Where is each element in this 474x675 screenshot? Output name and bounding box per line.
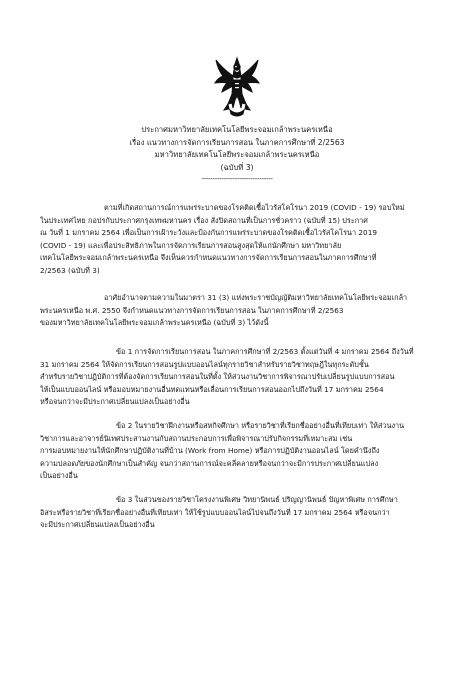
paragraph-line: ตามที่เกิดสถานการณ์การแพร่ระบาดของโรคติดเชื้อไวรัสโคโรนา 2019 (COVID - 19) รอบใหม่ (104, 203, 405, 212)
announcement-header (0, 124, 474, 184)
paragraph-line: ความปลอดภัยของนักศึกษาเป็นสำคัญ จนกว่าสถานการณ์จะคลี่คลายหรือจนกว่าจะมีการประกาศเปลี่ยนแปลง (40, 458, 379, 468)
header-line-subject: เรื่อง แนวทางการจัดการเรียนการสอน ในภาคการศึกษาที่ 2/2563 (129, 137, 345, 147)
paragraph-line: ข้อ 2 ในรายวิชาฝึกงานหรือสหกิจศึกษา หรือรายวิชาที่เรียกชื่ออย่างอื่นที่เทียบเท่า ให้ส่วนงาน (116, 421, 405, 430)
paragraph-line: ณ วันที่ 1 มกราคม 2564 เพื่อเป็นการเฝ้าระวังและป้องกันการแพร่ระบาดของโรคติดเชื้อไวรัสโคโรนา 2019 (40, 228, 377, 238)
paragraph-line: 2/2563 (ฉบับที่ 3) (40, 265, 100, 275)
paragraph-line: เทคโนโลยีพระจอมเกล้าพระนครเหนือ จึงเห็นควรกำหนดแนวทางการจัดการเรียนการสอนในภาคการศึกษาที่ (40, 253, 377, 263)
paragraph-line: จะมีประกาศเปลี่ยนแปลงเป็นอย่างอื่น (40, 520, 155, 530)
paragraph-line: 31 มกราคม 2564 ให้จัดการเรียนการสอนรูปแบบออนไลน์ทุกรายวิชาสำหรับรายวิชาทฤษฎีในทุกระดับชั้น (40, 359, 369, 369)
paragraph-line: ของมหาวิทยาลัยเทคโนโลยีพระจอมเกล้าพระนครเหนือ (ฉบับที่ 3) ไว้ดังนี้ (40, 318, 269, 328)
header-line-university: ประกาศมหาวิทยาลัยเทคโนโลยีพระจอมเกล้าพระนครเหนือ (141, 125, 333, 134)
paragraph-background (40, 202, 434, 278)
paragraph-line: ข้อ 3 ในส่วนของรายวิชาโครงงานพิเศษ วิทยานิพนธ์ ปริญญานิพนธ์ ปัญหาพิเศษ การศึกษา (116, 495, 398, 504)
paragraph-line: ให้เป็นแบบออนไลน์ หรือมอบหมายงานอื่นทดแทนหรือเลื่อนการเรียนการสอนออกไปถึงวันที่ 17 มกราคม 2564 (40, 384, 384, 394)
paragraph-clause-2 (40, 420, 434, 483)
paragraph-authority (40, 292, 434, 330)
paragraph-line: ข้อ 1 การจัดการเรียนการสอน ในภาคการศึกษาที่ 2/2563 ตั้งแต่วันที่ 4 มกราคม 2564 ถึงวันที่ (116, 347, 414, 356)
paragraph-line: เป็นอย่างอื่น (40, 471, 78, 481)
header-line-issuer: มหาวิทยาลัยเทคโนโลยีพระจอมเกล้าพระนครเหนือ (154, 150, 320, 159)
paragraph-line: อิสระหรือรายวิชาที่เรียกชื่ออย่างอื่นที่เทียบเท่า ให้ใช้รูปแบบออนไลน์ไปจนถึงวันที่ 17 มกราคม 2564 หรือจนกว่า (40, 507, 390, 517)
paragraph-line: ในประเทศไทย กอปรกับประกาศกรุงเทพมหานคร เรื่อง สั่งปิดสถานที่เป็นการชั่วคราว (ฉบับที่ 15) ประกาศ (40, 215, 368, 225)
header-divider: -------------------------------- (201, 175, 273, 183)
paragraph-line: อาศัยอำนาจตามความในมาตรา 31 (3) แห่งพระราชบัญญัติมหาวิทยาลัยเทคโนโลยีพระจอมเกล้า (104, 293, 408, 302)
paragraph-clause-1 (40, 346, 434, 409)
header-line-issue-number: (ฉบับที่ 3) (220, 162, 254, 172)
paragraph-clause-3 (40, 494, 434, 532)
paragraph-line: พระนครเหนือ พ.ศ. 2550 จึงกำหนดแนวทางการจัดการเรียนการสอน ในภาคการศึกษาที่ 2/2563 (40, 305, 344, 315)
paragraph-line: วิชาการและอาจารย์นิเทศประสานงานกับสถานประกอบการเพื่อพิจารณาปรับกิจกรรมที่เหมาะสม เช่น (40, 433, 353, 443)
paragraph-line: หรือจนกว่าจะมีประกาศเปลี่ยนแปลงเป็นอย่างอื่น (40, 397, 190, 407)
paragraph-line: สำหรับรายวิชาปฏิบัติการที่ต้องจัดการเรียนการสอนในที่ตั้ง ให้ส่วนงานวิชาการพิจารณาปรับเปลี่ยนรูปแบบการสอน (40, 372, 395, 382)
paragraph-line: การมอบหมายงานให้นักศึกษาปฏิบัติงานที่บ้าน (Work from Home) หรือการปฏิบัติงานออนไลน์ โดยคำนึงถึง (40, 446, 380, 456)
garuda-emblem-icon (214, 56, 260, 118)
paragraph-line: (COVID - 19) และเพื่อประสิทธิภาพในการจัดการเรียนการสอนสูงสุดให้แก่นักศึกษา มหาวิทยาลัย (40, 240, 342, 250)
